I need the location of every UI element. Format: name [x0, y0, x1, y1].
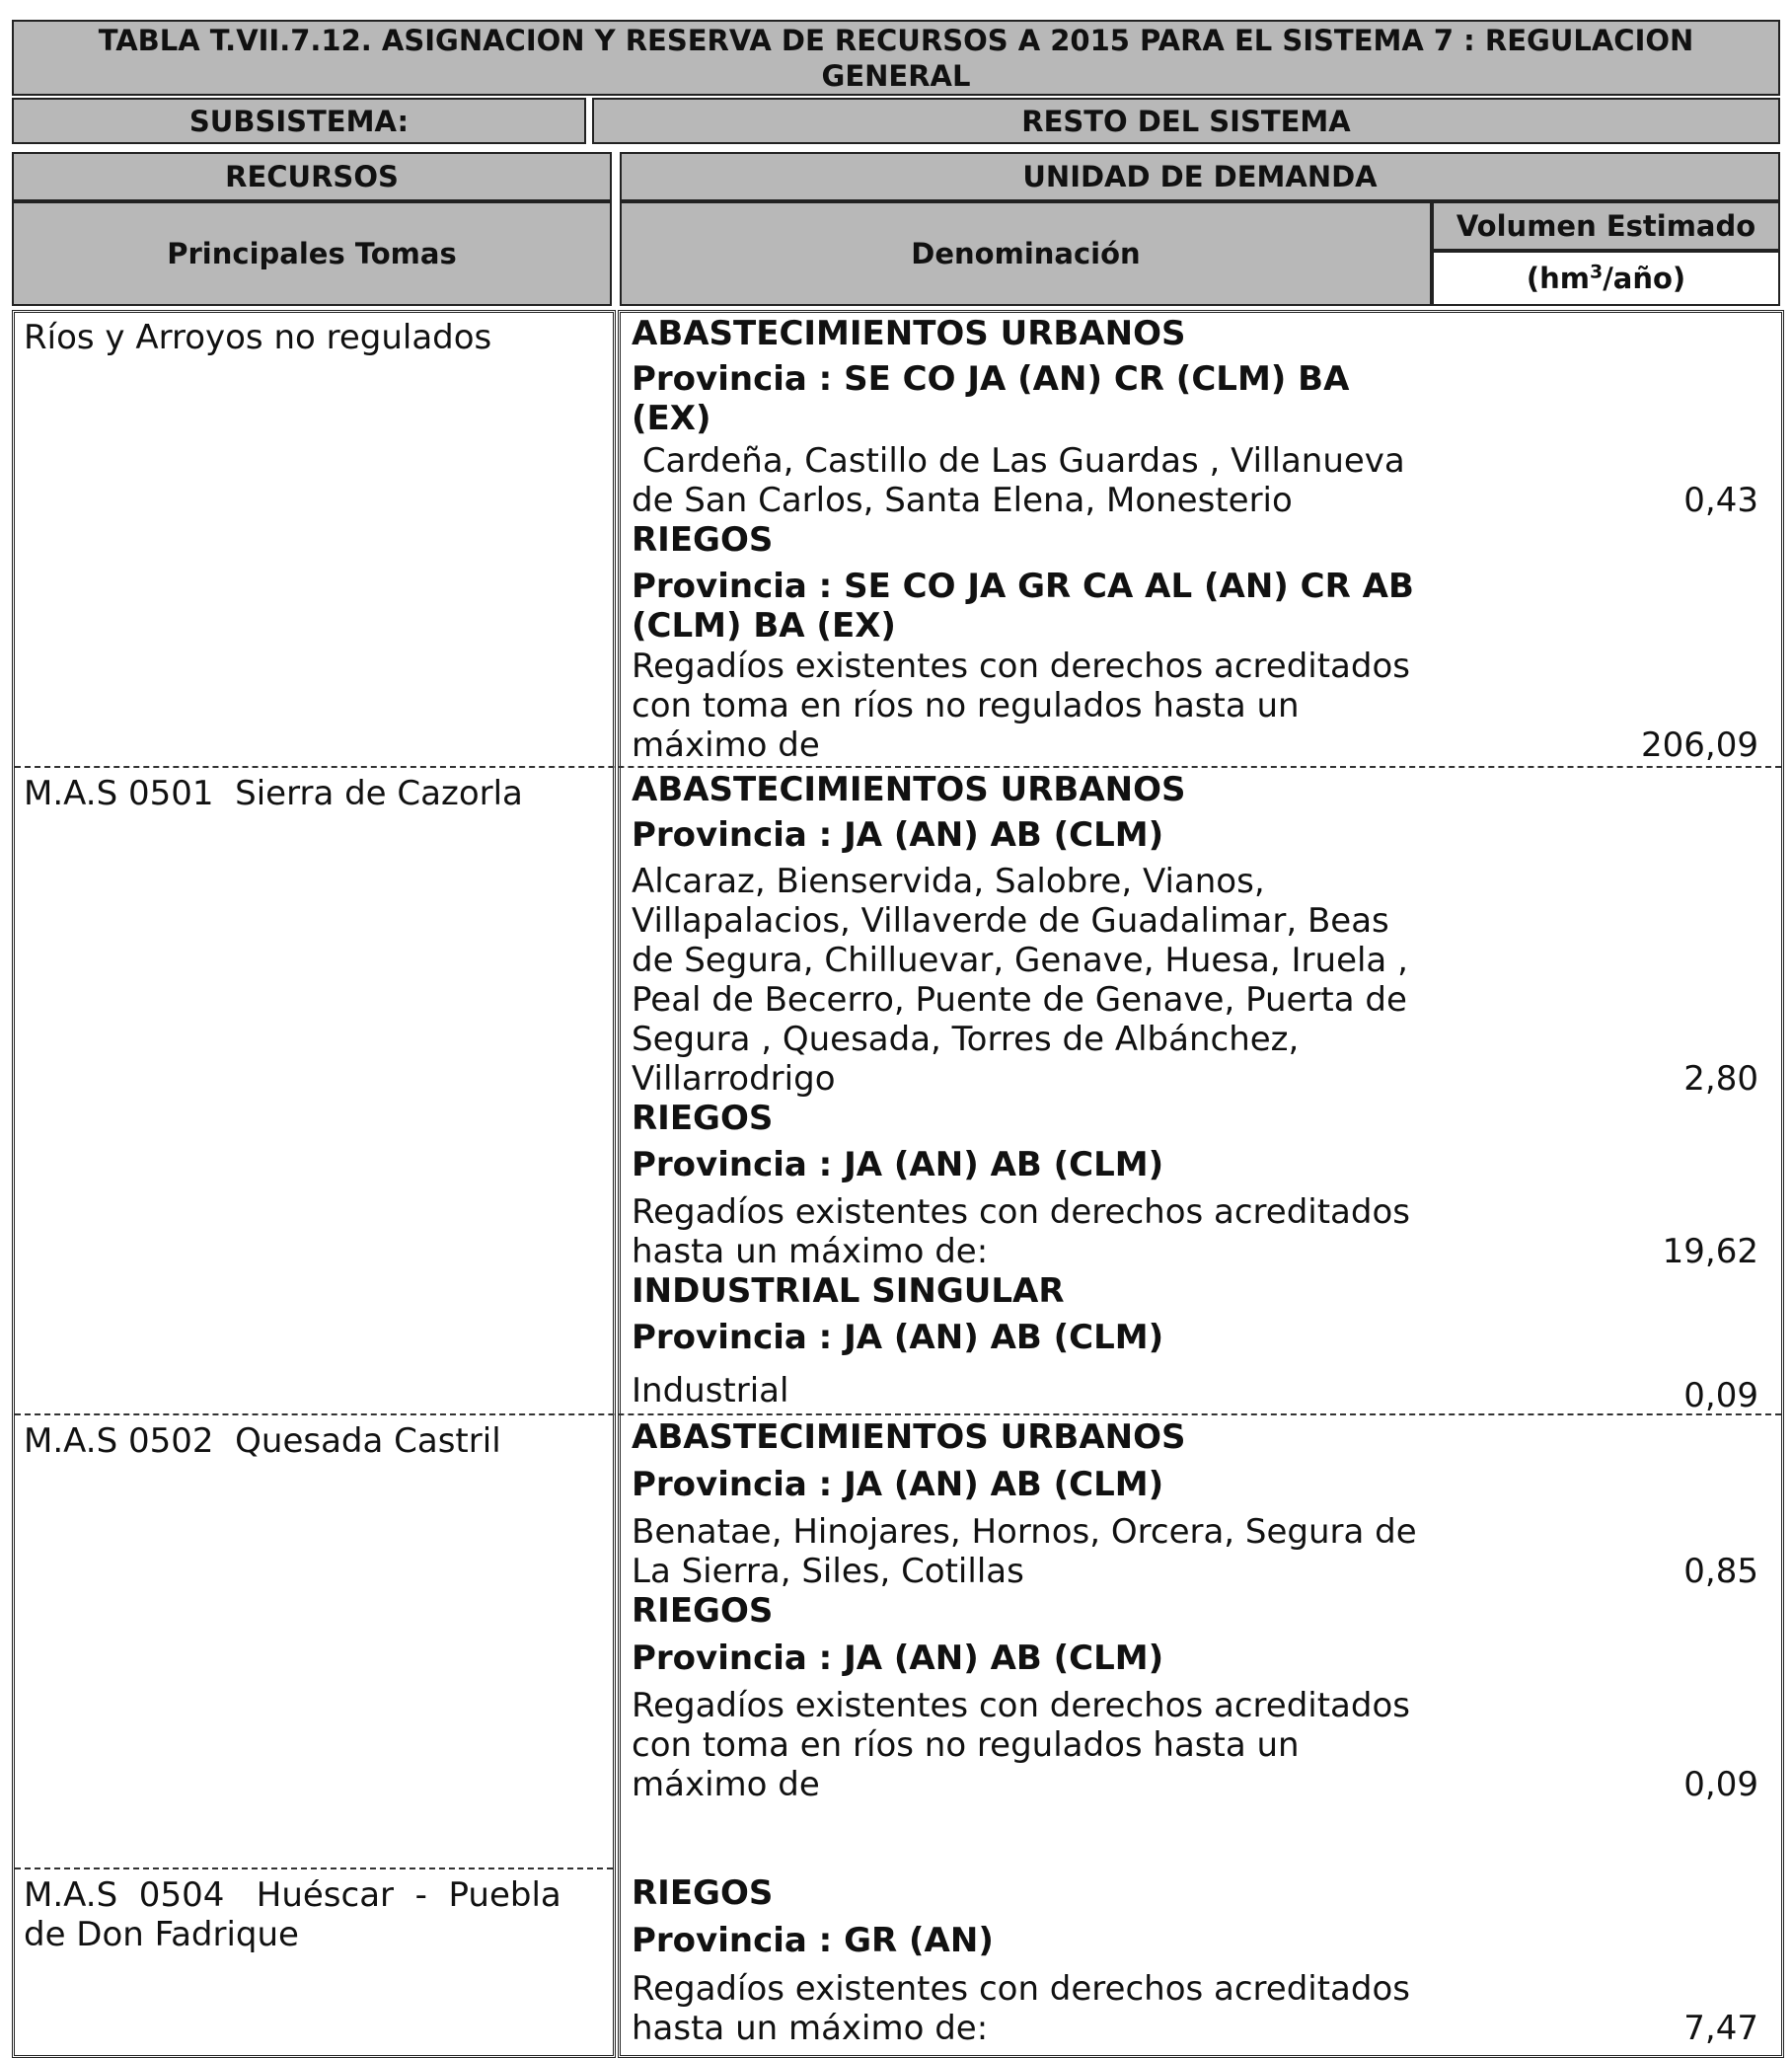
province-line: Provincia : JA (AN) AB (CLM) [632, 815, 1164, 855]
section-heading: RIEGOS [632, 1591, 774, 1631]
table-title-text: TABLA T.VII.7.12. ASIGNACION Y RESERVA DE RECURSOS A 2015 PARA EL SISTEMA 7 : REGULACION GENERAL [98, 23, 1694, 93]
municipality-list: Benatae, Hinojares, Hornos, Orcera, Segura de La Sierra, Siles, Cotillas [632, 1512, 1417, 1591]
volume-value: 19,62 [1662, 1232, 1758, 1271]
col-recursos-label: RECURSOS [225, 160, 399, 193]
province-line: Provincia : GR (AN) [632, 1921, 994, 1960]
resource-label: M.A.S 0501 Sierra de Cazorla [24, 774, 523, 813]
province-line: Provincia : JA (AN) AB (CLM) [632, 1145, 1164, 1184]
municipality-list: Cardeña, Castillo de Las Guardas , Villanueva de San Carlos, Santa Elena, Monesterio [632, 441, 1416, 520]
demand-description: Industrial [632, 1371, 789, 1410]
demand-description: Regadíos existentes con derechos acreditados con toma en ríos no regulados hasta un máximo de [632, 647, 1410, 765]
resource-label: M.A.S 0502 Quesada Castril [24, 1421, 501, 1461]
province-line: Provincia : JA (AN) AB (CLM) [632, 1318, 1164, 1357]
resource-label: Ríos y Arroyos no regulados [24, 318, 492, 357]
subsystem-label-cell [12, 98, 586, 144]
section-heading: RIEGOS [632, 1873, 774, 1913]
resource-label: de Don Fadrique [24, 1915, 299, 1954]
province-line: Provincia : SE CO JA GR CA AL (AN) CR AB (CLM) BA (EX) [632, 567, 1414, 646]
col-unidad-demanda-label: UNIDAD DE DEMANDA [1022, 160, 1378, 193]
col-volumen-label: Volumen Estimado [1456, 209, 1756, 243]
municipality-list: Alcaraz, Bienservida, Salobre, Vianos, Villapalacios, Villaverde de Guadalimar, Beas de Segura, Chilluevar, Genave, Huesa, Iruela , Peal de Becerro, Puente de Genave, Puerta de Segura , Quesada, Torres de Albánchez, Villarrodrigo [632, 862, 1408, 1099]
demand-description: Regadíos existentes con derechos acreditados hasta un máximo de: [632, 1969, 1410, 2048]
volume-value: 0,43 [1683, 481, 1758, 520]
section-heading: INDUSTRIAL SINGULAR [632, 1271, 1065, 1311]
row-separator [15, 1867, 613, 1869]
subsystem-label: SUBSISTEMA: [188, 104, 410, 138]
section-heading: ABASTECIMIENTOS URBANOS [632, 770, 1186, 809]
subsystem-value: RESTO DEL SISTEMA [1021, 104, 1351, 138]
province-line: Provincia : JA (AN) AB (CLM) [632, 1465, 1164, 1504]
province-line: Provincia : SE CO JA (AN) CR (CLM) BA (EX) [632, 359, 1350, 438]
province-line: Provincia : JA (AN) AB (CLM) [632, 1639, 1164, 1678]
col-principales-tomas [12, 201, 612, 306]
volume-value: 0,85 [1683, 1552, 1758, 1591]
volume-value: 0,09 [1683, 1765, 1758, 1804]
col-denominacion-label: Denominación [911, 237, 1141, 270]
col-volumen-unit-text: $(hm^3/año)$ [1526, 261, 1686, 295]
resources-column-frame [12, 310, 616, 2058]
resource-label: M.A.S 0504 Huéscar - Puebla [24, 1875, 561, 1915]
section-heading: RIEGOS [632, 520, 774, 560]
section-heading: RIEGOS [632, 1099, 774, 1138]
demand-block [632, 0, 1776, 2058]
volume-value: 2,80 [1683, 1059, 1758, 1099]
demand-description: Regadíos existentes con derechos acreditados hasta un máximo de: [632, 1192, 1410, 1271]
col-principales-tomas-label: Principales Tomas [167, 237, 457, 270]
col-recursos [12, 152, 612, 201]
volume-value: 0,09 [1683, 1376, 1758, 1415]
volume-value: 7,47 [1683, 2009, 1758, 2048]
volume-value: 206,09 [1641, 725, 1758, 765]
demand-description: Regadíos existentes con derechos acreditados con toma en ríos no regulados hasta un máximo de [632, 1686, 1410, 1804]
section-heading: ABASTECIMIENTOS URBANOS [632, 314, 1186, 353]
section-heading: ABASTECIMIENTOS URBANOS [632, 1417, 1186, 1457]
